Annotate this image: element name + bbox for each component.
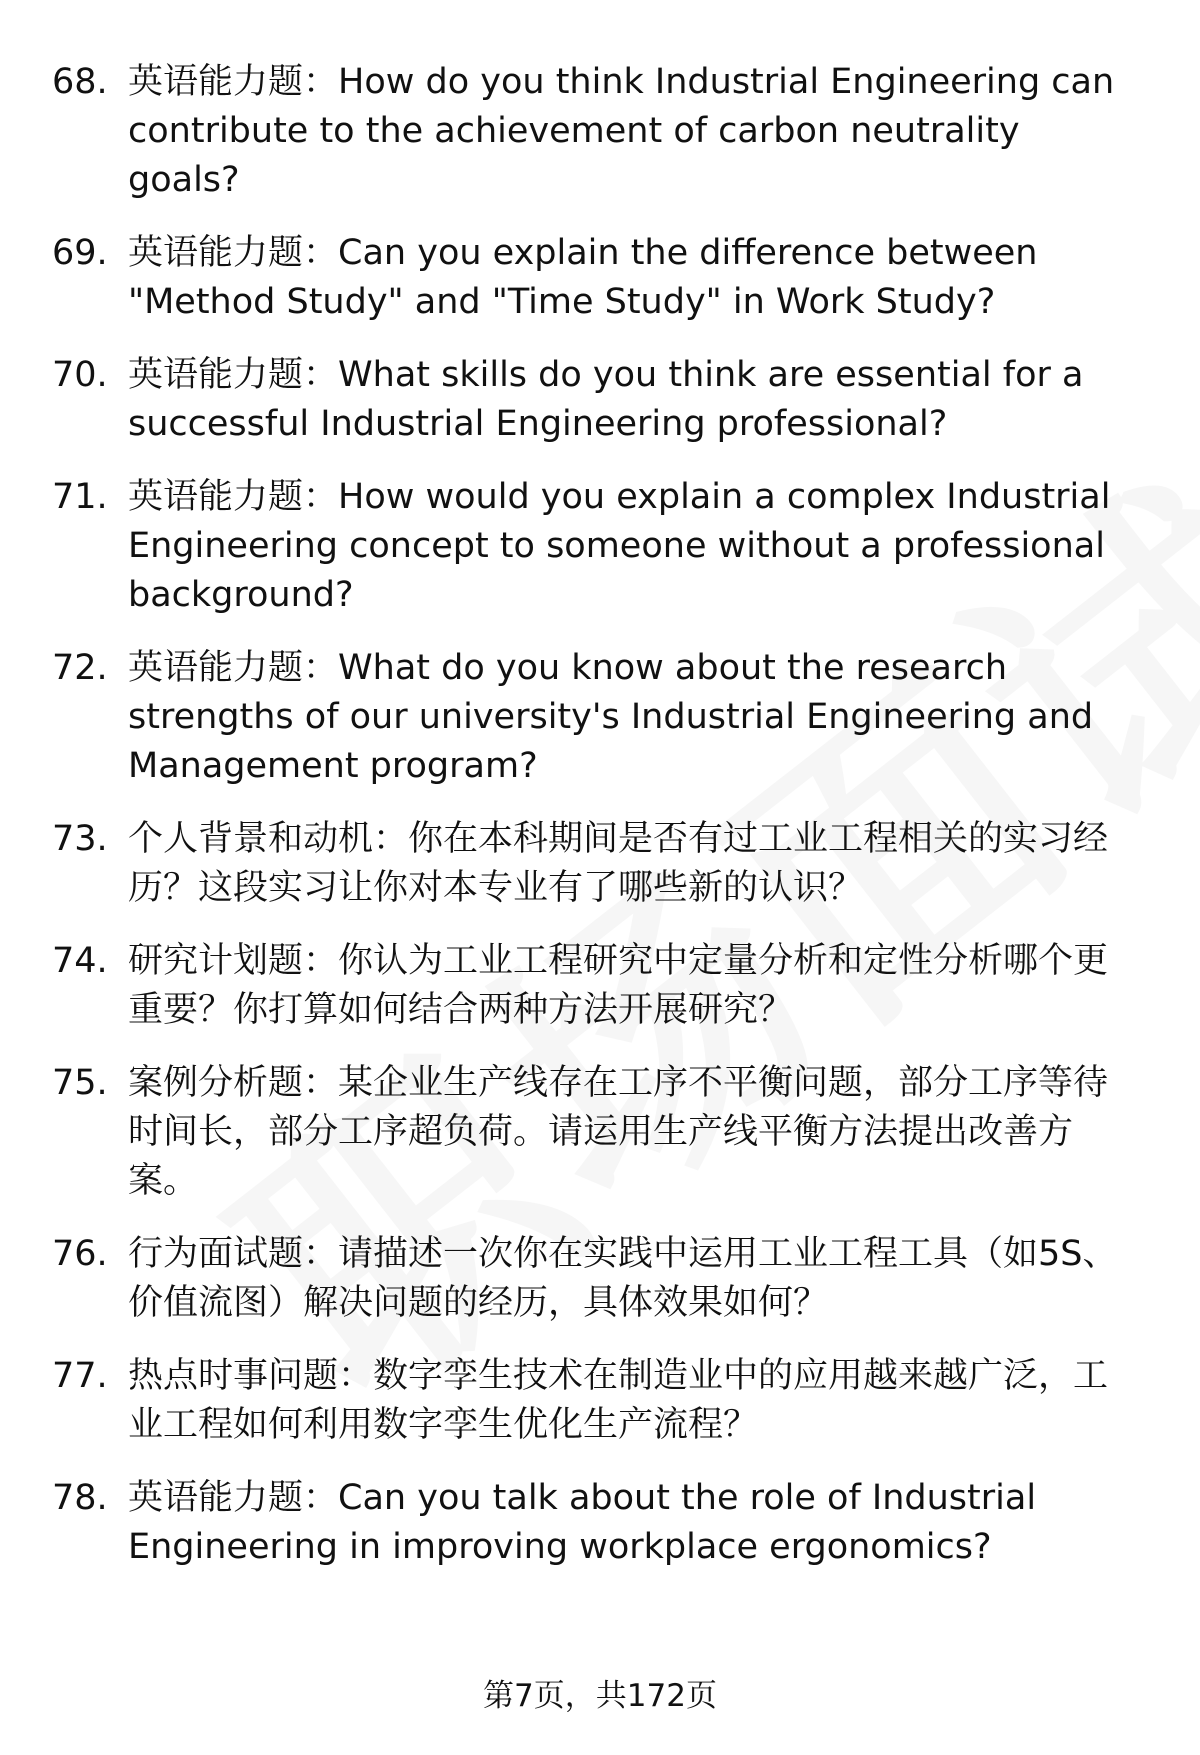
question-list: [0, 58, 1200, 1596]
question-item: [0, 351, 1200, 449]
page-footer: 第7页，共172页: [483, 1678, 717, 1714]
question-text: [128, 1352, 1140, 1450]
question-number: 70.: [52, 355, 108, 395]
question-category: 研究计划题: [128, 941, 304, 981]
question-number: 72.: [52, 648, 108, 688]
question-item: [0, 1474, 1200, 1572]
question-category: 英语能力题: [128, 1478, 304, 1518]
question-text: [128, 937, 1140, 1035]
question-number: 69.: [52, 233, 108, 273]
question-text: [128, 644, 1140, 791]
question-category: 个人背景和动机: [128, 819, 374, 859]
question-category: 英语能力题: [128, 477, 304, 517]
question-item: [0, 815, 1200, 913]
category-separator: ：: [373, 819, 409, 859]
question-item: [0, 1352, 1200, 1450]
category-separator: ：: [303, 1234, 339, 1274]
question-item: [0, 937, 1200, 1035]
question-category: 英语能力题: [128, 62, 304, 102]
question-item: [0, 58, 1200, 205]
question-item: [0, 1230, 1200, 1328]
category-separator: ：: [303, 62, 339, 102]
question-text: [128, 58, 1140, 205]
category-separator: ：: [338, 1356, 374, 1396]
question-category: 热点时事问题: [128, 1356, 339, 1396]
question-number: 78.: [52, 1478, 108, 1518]
question-item: [0, 473, 1200, 620]
question-body: How do you think Industrial Engineering can contribute to the achievement of carbon neutrality goals?: [128, 62, 1115, 200]
category-separator: ：: [303, 233, 339, 273]
category-separator: ：: [303, 477, 339, 517]
question-body: 请描述一次你在实践中运用工业工程工具（如5S、价值流图）解决问题的经历，具体效果如何？: [128, 1234, 1118, 1323]
question-body: 某企业生产线存在工序不平衡问题，部分工序等待时间长，部分工序超负荷。请运用生产线平衡方法提出改善方案。: [128, 1063, 1109, 1201]
question-body: 你在本科期间是否有过工业工程相关的实习经历？这段实习让你对本专业有了哪些新的认识？: [128, 819, 1109, 908]
question-item: [0, 229, 1200, 327]
question-text: [128, 1230, 1140, 1328]
category-separator: ：: [303, 941, 339, 981]
question-body: 你认为工业工程研究中定量分析和定性分析哪个更重要？你打算如何结合两种方法开展研究？: [128, 941, 1109, 1030]
question-text: [128, 473, 1140, 620]
question-body: What do you know about the research strengths of our university's Industrial Engineering and Management program?: [128, 648, 1094, 786]
question-number: 68.: [52, 62, 108, 102]
question-body: Can you explain the difference between "Method Study" and "Time Study" in Work Study?: [128, 233, 1038, 322]
question-number: 76.: [52, 1234, 108, 1274]
category-separator: ：: [303, 648, 339, 688]
question-category: 行为面试题: [128, 1234, 304, 1274]
question-text: [128, 1059, 1140, 1206]
question-text: [128, 1474, 1140, 1572]
question-text: [128, 351, 1140, 449]
question-number: 71.: [52, 477, 108, 517]
question-item: [0, 644, 1200, 791]
question-body: 数字孪生技术在制造业中的应用越来越广泛，工业工程如何利用数字孪生优化生产流程？: [128, 1356, 1109, 1445]
question-body: How would you explain a complex Industrial Engineering concept to someone without a professional background?: [128, 477, 1111, 615]
question-number: 77.: [52, 1356, 108, 1396]
question-category: 英语能力题: [128, 648, 304, 688]
category-separator: ：: [303, 1063, 339, 1103]
category-separator: ：: [303, 1478, 339, 1518]
question-category: 英语能力题: [128, 355, 304, 395]
question-number: 74.: [52, 941, 108, 981]
question-category: 案例分析题: [128, 1063, 304, 1103]
question-number: 75.: [52, 1063, 108, 1103]
question-category: 英语能力题: [128, 233, 304, 273]
question-text: [128, 229, 1140, 327]
question-number: 73.: [52, 819, 108, 859]
question-body: What skills do you think are essential for a successful Industrial Engineering professional?: [128, 355, 1084, 444]
category-separator: ：: [303, 355, 339, 395]
question-item: [0, 1059, 1200, 1206]
question-text: [128, 815, 1140, 913]
question-body: Can you talk about the role of Industrial Engineering in improving workplace ergonomics?: [128, 1478, 1037, 1567]
